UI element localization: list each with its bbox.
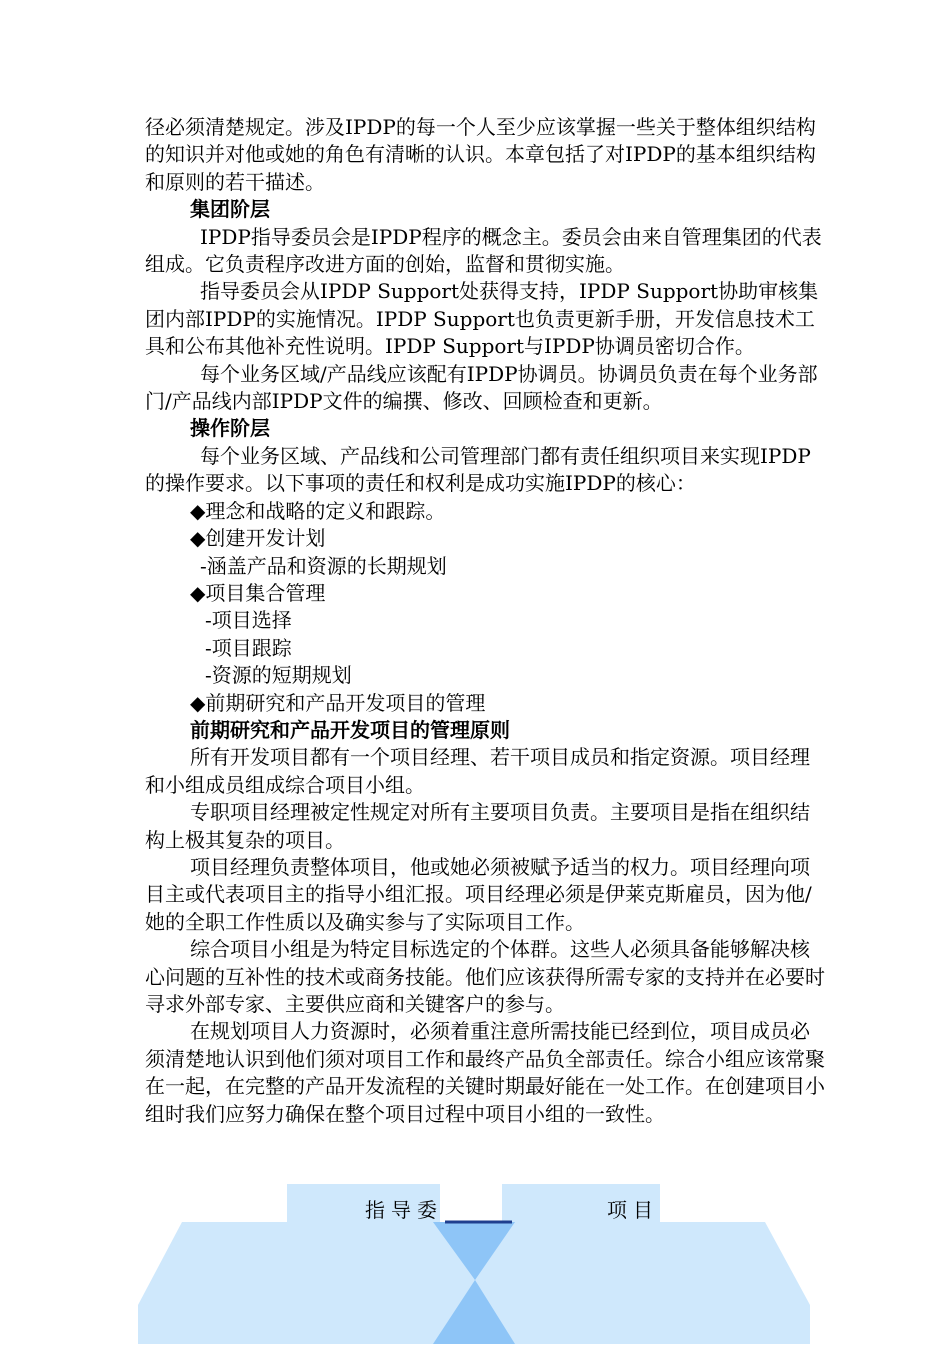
body-paragraph: 综合项目小组是为特定目标选定的个体群。这些人必须具备能够解决核心问题的互补性的技术或商务技能。他们应该获得所需专家的支持并在必要时寻求外部专家、主要供应商和关键客户的参与。 (145, 937, 825, 1016)
org-diagram (0, 1170, 950, 1344)
org-diagram-shapes (0, 1170, 950, 1344)
body-paragraph: 在规划项目人力资源时，必须着重注意所需技能已经到位，项目成员必须清楚地认识到他们须对项目工作和最终产品负全部责任。综合小组应该常聚在一起，在完整的产品开发流程的关键时期最好能在一处工作。在创建项目小组时我们应努力确保在整个项目过程中项目小组的一致性。 (145, 1019, 825, 1126)
bullet-item: ◆创建开发计划 (190, 526, 326, 551)
steering-committee-label: 指导委 (365, 1198, 443, 1222)
body-paragraph: 专职项目经理被定性规定对所有主要项目负责。主要项目是指在组织结构上极其复杂的项目。 (145, 800, 810, 852)
sub-bullet-item: -涵盖产品和资源的长期规划 (200, 553, 447, 578)
section-heading: 前期研究和产品开发项目的管理原则 (190, 717, 510, 742)
body-paragraph: 所有开发项目都有一个项目经理、若干项目成员和指定资源。项目经理和小组成员组成综合项目小组。 (145, 745, 810, 797)
bullet-item: ◆前期研究和产品开发项目的管理 (190, 690, 486, 715)
bullet-item: ◆项目集合管理 (190, 580, 326, 605)
sub-bullet-item: -项目选择 (205, 608, 292, 633)
body-paragraph: IPDP指导委员会是IPDP程序的概念主。委员会由来自管理集团的代表组成。它负责程序改进方面的创始，监督和贯彻实施。 (145, 224, 822, 277)
section-heading: 集团阶层 (190, 197, 270, 222)
sub-bullet-item: -项目跟踪 (205, 635, 292, 660)
body-paragraph: 每个业务区域、产品线和公司管理部门都有责任组织项目来实现IPDP的操作要求。以下事项的责任和权利是成功实施IPDP的核心： (145, 443, 811, 496)
body-paragraph: 径必须清楚规定。涉及IPDP的每一个人至少应该掌握一些关于整体组织结构的知识并对他或她的角色有清晰的认识。本章包括了对IPDP的基本组织结构和原则的若干描述。 (145, 115, 816, 194)
body-paragraph: 项目经理负责整体项目，他或她必须被赋予适当的权力。项目经理向项目主或代表项目主的指导小组汇报。项目经理必须是伊莱克斯雇员，因为他/她的全职工作性质以及确实参与了实际项目工作。 (145, 854, 812, 934)
section-heading: 操作阶层 (190, 416, 270, 441)
sub-bullet-item: -资源的短期规划 (205, 663, 352, 688)
body-paragraph: 指导委员会从IPDP Support处获得支持，IPDP Support协助审核集团内部IPDP的实施情况。IPDP Support也负责更新手册，开发信息技术工具和公布其他补充性说明。IPDP Support与IPDP协调员密切合作。 (145, 279, 819, 359)
project-label: 项目 (607, 1198, 659, 1222)
body-paragraph: 每个业务区域/产品线应该配有IPDP协调员。协调员负责在每个业务部门/产品线内部IPDP文件的编撰、修改、回顾检查和更新。 (145, 361, 818, 414)
document-body (145, 114, 825, 1128)
bullet-item: ◆理念和战略的定义和跟踪。 (190, 498, 446, 523)
